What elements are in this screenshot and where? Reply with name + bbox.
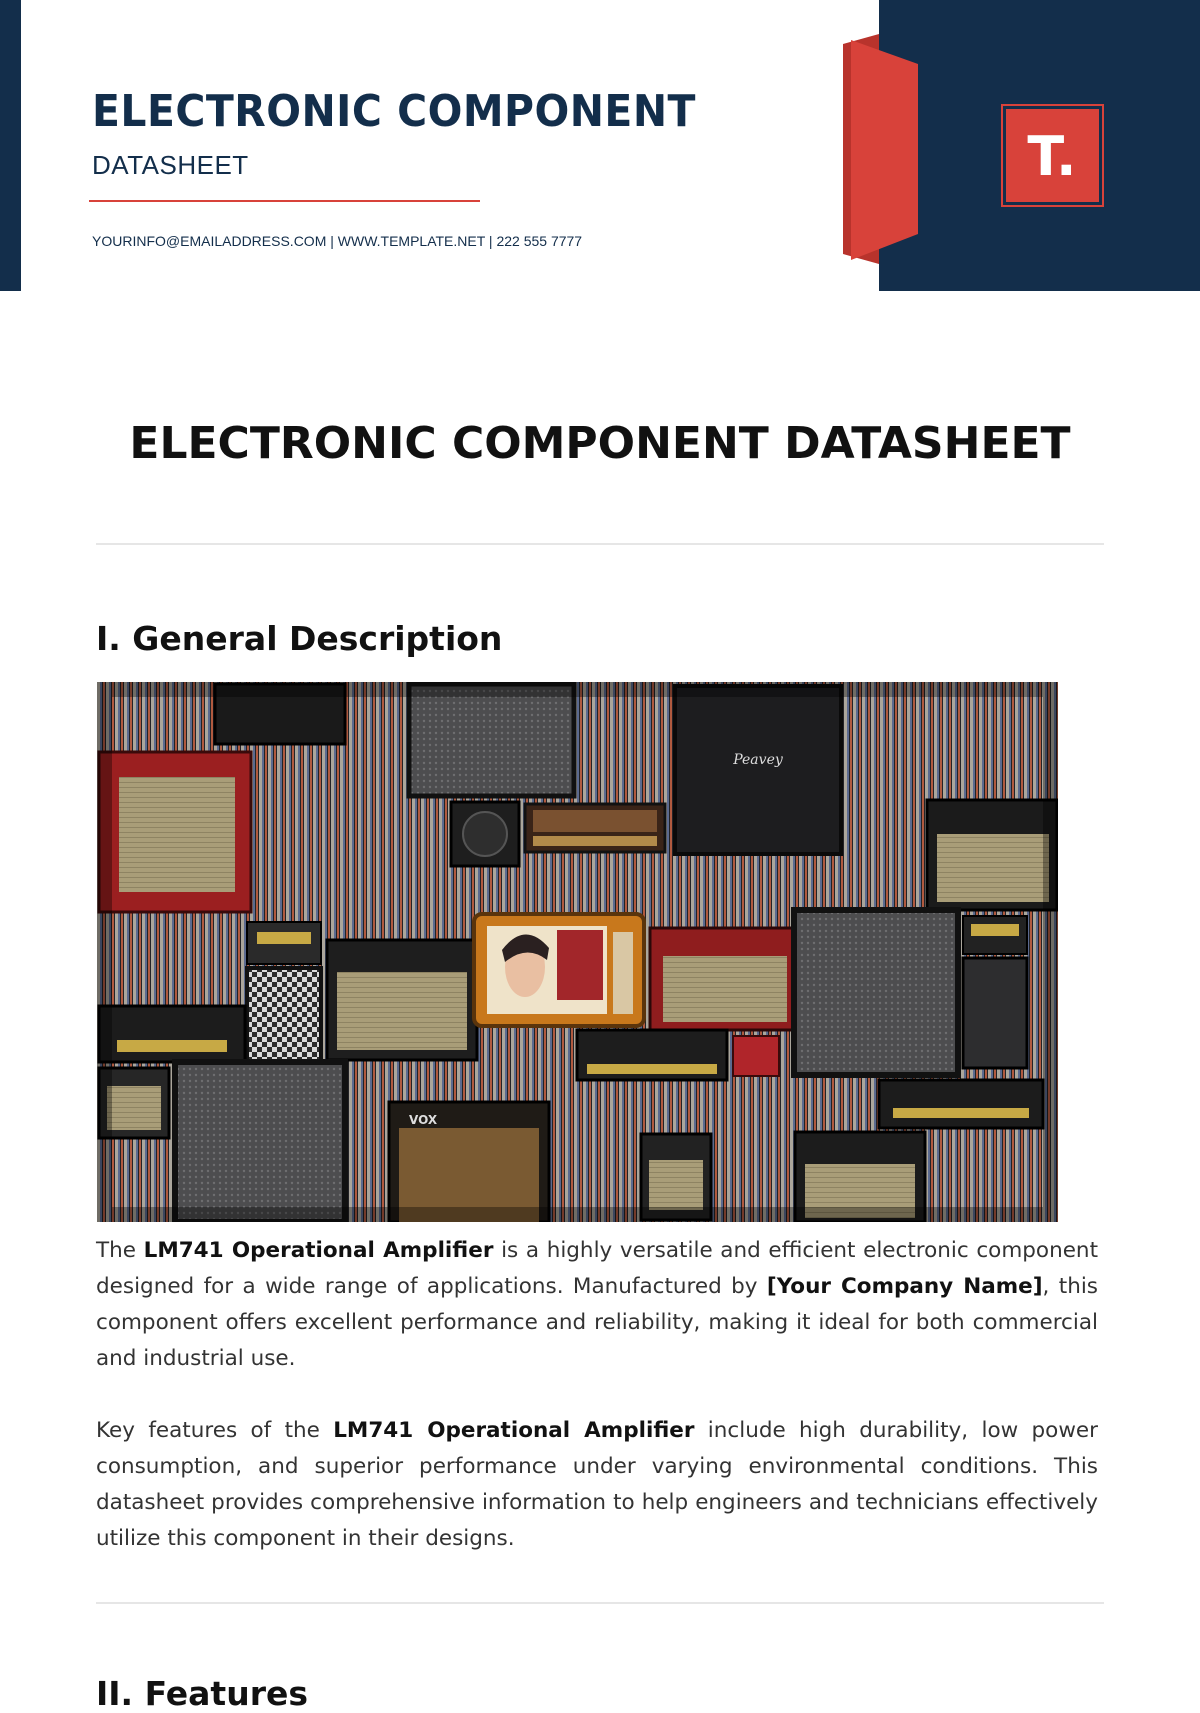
section-heading-general-description: I. General Description <box>96 619 503 658</box>
template-net-logo-icon <box>1003 106 1102 205</box>
company-name-placeholder: [Your Company Name] <box>766 1274 1043 1299</box>
amplifiers-and-records-wall-image <box>97 682 1058 1222</box>
brand-subtitle: DATASHEET <box>92 150 249 180</box>
general-description-paragraph-1 <box>96 1233 1098 1377</box>
section-heading-features: II. Features <box>96 1674 309 1713</box>
divider <box>96 1602 1104 1604</box>
ribbon-tab <box>843 34 918 264</box>
text-run: is a highly versatile and efficient electronic component designed for a wide range of applications. Manufactured by <box>96 1238 1098 1299</box>
divider <box>96 543 1104 545</box>
svg-text:VOX: VOX <box>409 1113 438 1127</box>
product-name-bold: LM741 Operational Amplifier <box>333 1418 695 1443</box>
general-description-paragraph-2 <box>96 1413 1098 1557</box>
document-title: ELECTRONIC COMPONENT DATASHEET <box>129 418 1071 469</box>
header-left-strip <box>0 0 21 291</box>
header-divider <box>89 200 480 202</box>
text-run: Key features of the <box>96 1418 334 1443</box>
text-run: include high durability, low power consumption, and superior performance under varying environmental conditions. This datasheet provides comprehensive information to help engineers and technicians effectively utilize this component in their designs. <box>96 1418 1098 1551</box>
text-run: The <box>96 1238 144 1263</box>
brand-title: ELECTRONIC COMPONENT <box>92 86 696 137</box>
svg-text:Peavey: Peavey <box>733 752 783 768</box>
product-name-bold: LM741 Operational Amplifier <box>143 1238 494 1263</box>
contact-info: YOURINFO@EMAILADDRESS.COM | WWW.TEMPLATE.NET | 222 555 7777 <box>92 233 583 249</box>
text-run: , this component offers excellent performance and reliability, making it ideal for both commercial and industrial use. <box>96 1274 1098 1371</box>
logo-letter: T. <box>1027 125 1077 188</box>
